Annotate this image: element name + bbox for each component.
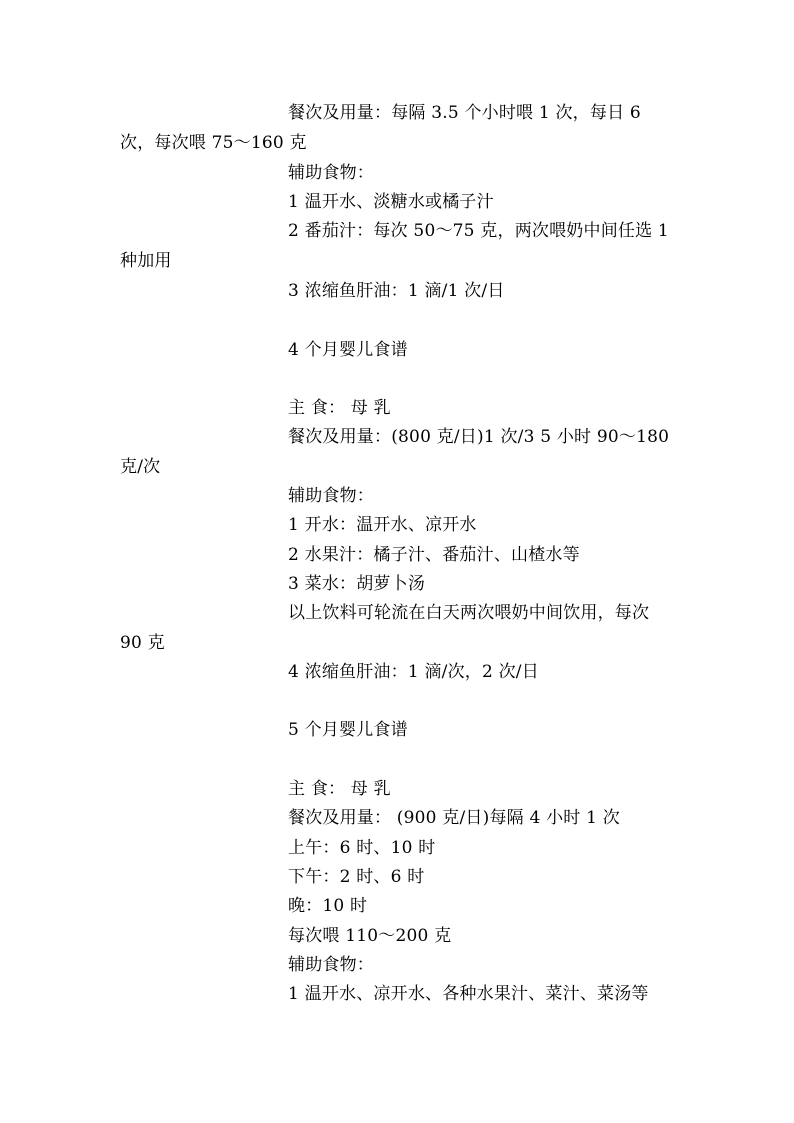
text-line: 种加用 (120, 251, 172, 271)
text-line: 餐次及用量：每隔 3.5 个小时喂 1 次，每日 6 (288, 103, 641, 123)
text-line: 1 温开水、淡糖水或橘子汁 (288, 192, 494, 212)
text-line: 4 浓缩鱼肝油：1 滴/次，2 次/日 (288, 662, 539, 682)
text-line: 辅助食物： (288, 486, 374, 506)
text-line: 餐次及用量：(800 克/日)1 次/3 5 小时 90～180 (288, 427, 670, 447)
text-line: 次，每次喂 75～160 克 (120, 133, 307, 153)
text-line: 晚：10 时 (288, 896, 368, 916)
text-line: 1 开水：温开水、凉开水 (288, 515, 477, 535)
text-line: 餐次及用量： (900 克/日)每隔 4 小时 1 次 (288, 808, 620, 828)
section-heading: 5 个月婴儿食谱 (288, 720, 408, 740)
text-line: 2 番茄汁：每次 50～75 克，两次喂奶中间任选 1 (288, 221, 669, 241)
text-line: 90 克 (120, 633, 165, 653)
text-line: 克/次 (120, 457, 161, 477)
text-line: 主 食： 母 乳 (288, 398, 391, 418)
text-line: 3 菜水：胡萝卜汤 (288, 574, 426, 594)
text-line: 上午：6 时、10 时 (288, 838, 436, 858)
text-line: 辅助食物： (288, 955, 374, 975)
text-line: 以上饮料可轮流在白天两次喂奶中间饮用，每次 (288, 603, 650, 623)
text-line: 下午：2 时、6 时 (288, 867, 425, 887)
text-line: 2 水果汁：橘子汁、番茄汁、山楂水等 (288, 545, 580, 565)
text-line: 辅助食物： (288, 163, 374, 183)
section-heading: 4 个月婴儿食谱 (288, 340, 408, 360)
text-line: 主 食： 母 乳 (288, 779, 391, 799)
text-line: 每次喂 110～200 克 (288, 926, 452, 946)
text-line: 1 温开水、凉开水、各种水果汁、菜汁、菜汤等 (288, 984, 649, 1004)
text-line: 3 浓缩鱼肝油：1 滴/1 次/日 (288, 281, 505, 301)
